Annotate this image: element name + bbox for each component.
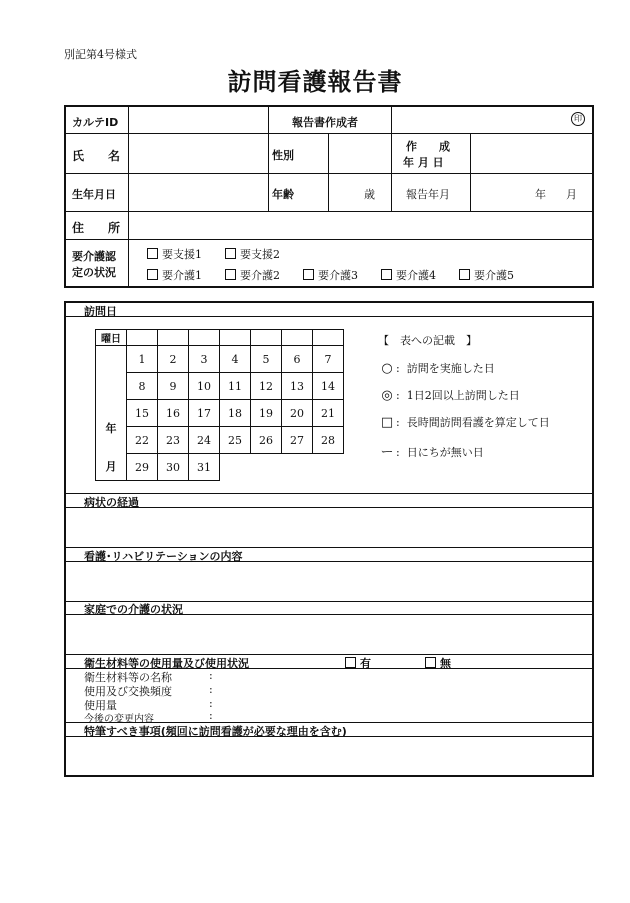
home-care-section-label: 家庭での介護の状況 [84,603,183,616]
condition-field[interactable] [66,508,592,546]
weekday-cell[interactable] [158,330,189,346]
care-4-checkbox[interactable]: 要介護4 [381,267,436,283]
condition-section-label: 病状の経過 [84,496,139,509]
support-1-checkbox[interactable]: 要支援1 [147,246,202,262]
calendar-empty [220,454,251,481]
calendar-empty [313,454,344,481]
address-field[interactable] [129,212,592,238]
legend-title: 【 表への記載 】 [378,334,477,347]
created-date-label-top: 作 成 [406,140,450,153]
care-5-checkbox[interactable]: 要介護5 [459,267,514,283]
author-field[interactable] [392,108,572,132]
circle-icon: ○ [381,361,393,376]
double-circle-icon: ◎ [381,388,393,403]
weekday-cell[interactable] [189,330,220,346]
care-2-checkbox[interactable]: 要介護2 [225,267,280,283]
legend-item-none: ー : 日にちが無い日 [378,441,484,460]
calendar-day[interactable]: 8 [127,373,158,400]
calendar-day[interactable]: 2 [158,346,189,373]
supplies-future-label: 今後の変更内容 [84,714,154,725]
created-date-label-bottom: 年 月 日 [403,156,444,169]
report-month-label: 報告年月 [406,188,450,201]
calendar-day[interactable]: 26 [251,427,282,454]
calendar-day[interactable]: 3 [189,346,220,373]
legend-item-visited: ○ : 訪問を実施した日 [378,360,495,376]
weekday-cell[interactable] [313,330,344,346]
supplies-name-colon: : [209,669,213,682]
calendar-day[interactable]: 1 [127,346,158,373]
patient-info-box [64,105,594,288]
calendar-day[interactable]: 27 [282,427,313,454]
karte-id-label: カルテID [72,116,119,129]
month-unit: 月 [566,188,577,201]
care-level-label-1: 要介護認 [72,250,116,263]
calendar-day[interactable]: 24 [189,427,220,454]
gender-field[interactable] [329,134,390,172]
dash-icon: ー [380,445,394,460]
supplies-amount-label: 使用量 [84,699,117,712]
calendar-day[interactable]: 6 [282,346,313,373]
calendar-day[interactable]: 5 [251,346,282,373]
calendar-day[interactable]: 12 [251,373,282,400]
visit-section-label: 訪問日 [84,305,117,318]
calendar-empty [251,454,282,481]
calendar-day[interactable]: 13 [282,373,313,400]
calendar-day[interactable]: 15 [127,400,158,427]
seal-icon: 印 [571,112,585,126]
weekday-cell[interactable] [282,330,313,346]
author-label: 報告書作成者 [292,116,358,129]
year-label: 年 [105,422,117,435]
birthdate-label: 生年月日 [72,188,116,201]
supplies-section-label: 衛生材料等の使用量及び使用状況 [84,657,249,670]
birthdate-field[interactable] [129,174,267,210]
calendar-day[interactable]: 25 [220,427,251,454]
notes-section-label: 特筆すべき事項(頻回に訪問看護が必要な理由を含む) [84,725,347,738]
weekday-cell[interactable] [220,330,251,346]
calendar-day[interactable]: 11 [220,373,251,400]
legend-item-long: □ : 長時間訪問看護を算定して日 [378,414,550,430]
weekday-label: 曜日 [96,330,127,346]
karte-id-field[interactable] [129,108,267,132]
supplies-future-colon: : [209,709,213,722]
calendar-day[interactable]: 4 [220,346,251,373]
supplies-frequency-label: 使用及び交換頻度 [84,685,172,698]
calendar-day[interactable]: 14 [313,373,344,400]
calendar-day[interactable]: 22 [127,427,158,454]
created-date-field[interactable] [471,134,592,172]
year-unit: 年 [535,188,546,201]
calendar-day[interactable]: 18 [220,400,251,427]
page-title: 訪問看護報告書 [227,68,403,96]
name-field[interactable] [129,134,267,172]
notes-field[interactable] [66,737,592,775]
calendar-day[interactable]: 30 [158,454,189,481]
calendar-day[interactable]: 23 [158,427,189,454]
calendar-day[interactable]: 28 [313,427,344,454]
calendar-day[interactable]: 31 [189,454,220,481]
home-care-field[interactable] [66,615,592,653]
supplies-frequency-colon: : [209,683,213,696]
name-label: 氏 名 [72,149,121,163]
nursing-section-label: 看護･リハビリテーションの内容 [84,550,243,563]
supplies-yes-checkbox[interactable]: 有 [345,655,371,671]
square-icon: □ [380,415,394,430]
supplies-no-checkbox[interactable]: 無 [425,655,451,671]
age-unit: 歳 [364,188,375,201]
nursing-field[interactable] [66,562,592,600]
calendar-day[interactable]: 17 [189,400,220,427]
visit-calendar [95,329,344,481]
care-level-label-2: 定の状況 [72,266,116,279]
calendar-day[interactable]: 20 [282,400,313,427]
age-label: 年齢 [272,188,294,201]
calendar-empty [282,454,313,481]
calendar-day[interactable]: 21 [313,400,344,427]
care-1-checkbox[interactable]: 要介護1 [147,267,202,283]
care-3-checkbox[interactable]: 要介護3 [303,267,358,283]
month-label: 月 [105,460,117,473]
gender-label: 性別 [272,149,294,162]
supplies-name-label: 衛生材料等の名称 [84,671,172,684]
calendar-day[interactable]: 10 [189,373,220,400]
weekday-cell[interactable] [251,330,282,346]
calendar-day[interactable]: 29 [127,454,158,481]
form-number: 別記第4号様式 [64,48,137,61]
support-2-checkbox[interactable]: 要支援2 [225,246,280,262]
calendar-day[interactable]: 7 [313,346,344,373]
address-label: 住 所 [72,221,121,235]
weekday-cell[interactable] [127,330,158,346]
calendar-day[interactable]: 16 [158,400,189,427]
supplies-amount-colon: : [209,697,213,710]
legend-item-twice: ◎ : 1日2回以上訪問した日 [378,387,520,403]
calendar-day[interactable]: 9 [158,373,189,400]
calendar-day[interactable]: 19 [251,400,282,427]
